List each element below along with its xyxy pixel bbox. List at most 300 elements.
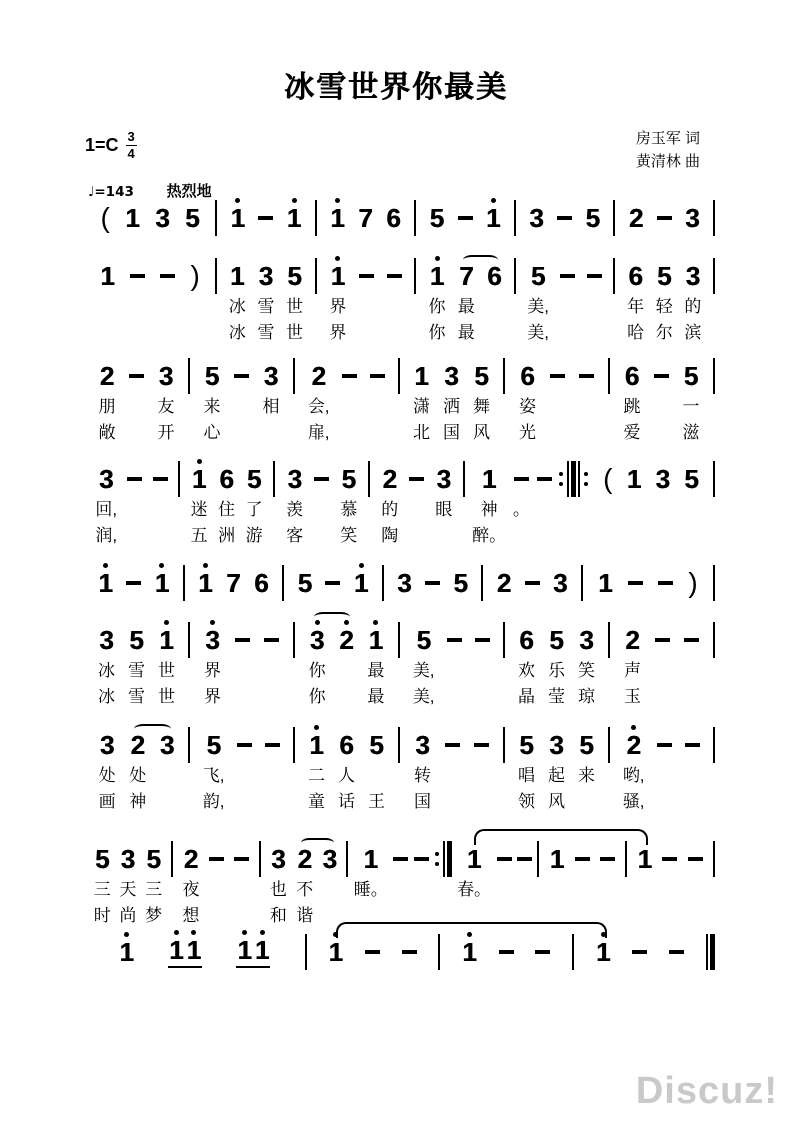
note-cell [209,841,224,877]
lyric-syllable [398,877,403,903]
note-cell [364,841,378,877]
note-column [685,200,699,236]
lyric-syllable [689,684,694,710]
parenthesis: ( [603,463,613,494]
lyric-syllable [269,684,274,710]
lyric-syllable [660,658,665,684]
note-columns [589,461,713,549]
barline [713,258,715,294]
note-cell [520,358,534,394]
dash-extension [160,274,175,278]
composer-credit: 黄清林 曲 [635,153,700,170]
note-column [264,622,279,710]
note-cell [369,727,383,763]
lyric-syllable [135,320,140,346]
note: 6 [624,361,640,391]
lyric-syllable: 哈 [627,323,645,342]
dash-extension [393,857,408,861]
note-column [600,841,615,929]
bar-thin-line [713,622,715,658]
lyric-syllable [555,394,560,420]
note-cell [537,461,552,497]
note-cell [629,200,643,236]
note-cell [358,200,372,236]
note-cell [525,565,540,601]
note-cell [342,358,357,394]
note-column [234,841,249,929]
note-column [286,461,303,549]
note-column [191,461,208,549]
measure [348,841,434,929]
note-columns [85,461,178,549]
lyric-syllable [327,877,332,903]
measure [516,200,614,236]
measure [505,727,608,815]
measure [284,565,382,601]
measure [400,622,503,710]
measure [217,200,315,236]
lyric-syllable: 睡。 [353,880,388,899]
note-column [413,622,435,710]
measure [574,934,706,970]
note-cell [654,358,669,394]
note-column [402,934,417,970]
note-column [209,841,224,929]
bar-thin-line [443,841,445,877]
note-column [586,200,600,236]
note-cell [625,358,639,394]
lyric-syllable: 谐 [296,906,314,925]
note: 6 [386,203,401,233]
note: 1 [481,464,497,494]
note-column [265,727,280,815]
lyric-syllable: 最 [367,687,385,706]
note-columns [505,358,608,446]
note-column [557,200,572,236]
note-column [596,934,610,970]
dash-extension [153,477,168,481]
dash-extension [234,374,249,378]
note-cell [219,461,233,497]
note: 1 [331,263,345,289]
lyric-syllable: 春。 [457,880,492,899]
note-cell [475,622,490,658]
lyric-syllable [269,420,274,446]
dash-extension [628,581,643,585]
note-cell [130,258,145,294]
note: 7 [226,568,241,598]
note-column [94,841,111,929]
lyric-syllable: 王 [368,792,385,811]
meter-denominator: 4 [127,146,135,162]
bar-thin-line [713,358,715,394]
dash-extension [632,950,647,954]
music-system [85,200,715,236]
measure [505,622,608,710]
note-column [190,258,199,346]
repeat-dots [434,852,440,866]
lyric-syllable [555,420,560,446]
note: 5 [341,464,356,494]
note-columns [85,565,183,601]
lyric-syllable: 话 [338,792,355,811]
note-cell [98,565,112,601]
lyric-syllable: 二 [308,766,325,785]
slur-arc [463,255,499,265]
lyric-syllable: 相 [262,397,280,416]
lyric-syllable [441,523,446,549]
lyric-syllable [270,789,275,815]
note-column [128,622,145,710]
lyric-syllable [605,523,610,549]
note-column [472,461,506,549]
barline [713,841,715,877]
lyric-syllable [662,763,667,789]
lyric-syllable [660,684,665,710]
note: 6 [628,261,643,291]
note: 1 [363,844,379,874]
lyric-syllable: 滨 [684,323,702,342]
note-cell [393,841,408,877]
note: 3 [553,568,568,598]
repeat-barline [558,461,589,497]
note-column [462,934,476,970]
note: 1 [119,939,133,965]
lyric-syllable: 美, [412,687,435,706]
measure [85,461,178,549]
meter-numerator: 3 [126,130,137,146]
note-cell [271,841,285,877]
note-cell [359,258,374,294]
note-column [684,461,698,549]
note-cell [119,934,133,970]
dash-extension [600,857,615,861]
note-column [340,461,357,549]
note-cell [579,358,594,394]
lyric-syllable [584,789,589,815]
note-cell [414,358,428,394]
note: 3 [99,730,115,760]
note: 3 [155,203,170,233]
lyric-syllable [165,320,170,346]
measure [516,258,614,346]
dash-extension [657,216,672,220]
lyric-syllable: 你 [428,297,446,316]
measure [190,727,293,815]
note: 2 [626,732,640,758]
note-cell [126,565,141,601]
measure [452,841,538,929]
note-column [655,622,670,710]
note: 5 [453,568,468,598]
note-columns [295,358,398,446]
barline [713,461,715,497]
note-column [435,461,452,549]
parenthesis: ) [688,567,698,598]
dash-extension [535,950,550,954]
lyric-syllable: 世 [286,297,304,316]
note-column [386,200,400,236]
note: 3 [579,625,594,655]
note-columns [307,934,439,970]
note-column [226,565,240,601]
tie-arc [336,922,607,938]
note-cell [627,461,641,497]
note-columns [416,258,514,346]
note-cell [153,461,168,497]
note: 1 [155,570,169,596]
octave-dot [174,930,179,935]
note: 3 [98,464,114,494]
note-column [458,258,475,346]
lyric-syllable [502,877,507,903]
lyric-syllable: 三 [145,880,163,899]
note: 5 [287,261,302,291]
note-cell [474,358,488,394]
lyric-syllable [542,497,547,523]
lyric-syllable [592,294,597,320]
note: 1 [466,844,482,874]
note-column [160,727,174,815]
lyric-syllable: 也 [269,880,287,899]
note-column [655,461,669,549]
note-cell [370,358,385,394]
lyric-syllable [419,877,424,903]
note: 5 [369,730,384,760]
lyric-syllable [555,877,560,903]
note-column [325,565,340,601]
lyric-syllable [690,763,695,789]
note-column [499,934,514,970]
note-cell [192,461,206,497]
note: 1 [169,937,183,963]
note-cell [685,200,699,236]
note-columns [261,841,347,929]
note-cell [529,200,543,236]
note: 3 [549,730,564,760]
note: 1 [309,732,323,758]
note: 1 [287,205,301,231]
lyric-syllable: 洒 [443,397,460,416]
note-cell [447,622,462,658]
note-column [329,258,346,346]
note: 5 [204,361,220,391]
note-cell [383,461,397,497]
note: 1 [98,570,112,596]
note: 1 [637,844,652,874]
note-cell [298,565,312,601]
note-column [231,200,245,236]
note: 1 [549,844,565,874]
dash-extension [557,216,572,220]
lyric-syllable: 你 [308,687,326,706]
note-column [270,841,287,929]
note-cell [230,258,244,294]
lyric-syllable: 起 [548,766,565,785]
lyric-syllable [452,658,457,684]
music-system [85,565,715,601]
note-column [237,727,252,815]
lyric-syllable [450,763,455,789]
measure [465,461,558,549]
lyric-syllable [522,877,527,903]
note-column [145,841,162,929]
note-column [158,358,175,446]
note: 3 [685,203,700,233]
note-column [158,622,175,710]
note-cell [430,258,444,294]
note-cell [99,622,113,658]
lyric-syllable [242,763,247,789]
lyric-syllable: 飞, [202,766,225,785]
lyric-syllable [662,789,667,815]
octave-dot [373,620,378,625]
note-cell [235,622,250,658]
octave-dot [292,198,297,203]
lyric-syllable [193,320,198,346]
barline [713,358,715,394]
lyric-syllable: 最 [457,297,475,316]
note: 6 [519,625,534,655]
note-column [414,841,429,929]
lyric-syllable [414,523,419,549]
note-cell [684,461,698,497]
octave-dot [164,620,169,625]
note-cell [129,358,144,394]
note: 5 [519,730,534,760]
dash-extension [126,581,141,585]
lyric-syllable [667,903,672,929]
lyric-syllable: 乐 [548,661,565,680]
note: 6 [339,730,354,760]
note-column [339,622,353,710]
lyric-syllable: 朋 [98,397,116,416]
note-column [98,622,115,710]
octave-dot [260,930,265,935]
note-column [257,258,274,346]
note: 6 [520,361,535,391]
note-column [453,565,467,601]
note: 3 [120,844,136,874]
lyric-syllable: 转 [414,766,431,785]
note-cell [658,565,673,601]
measure [190,358,293,446]
lyric-syllable [214,903,219,929]
note-cell [234,841,249,877]
note-cell [655,622,670,658]
note-column [254,565,268,601]
tie-arc [474,829,648,845]
measure [317,258,415,346]
note-cell [684,622,699,658]
note-column [342,358,357,446]
note-column [553,565,567,601]
dash-extension [237,743,252,747]
octave-dot [191,930,196,935]
note-columns [217,258,315,346]
note-columns [516,258,614,346]
note-cell [497,565,511,601]
note-column [624,358,641,446]
note: 1 [125,203,140,233]
note: 1 [414,361,429,391]
lyric-syllable: 五 [190,526,208,545]
lyric-syllable [133,523,138,549]
note-columns [452,841,538,929]
note-cell [430,200,444,236]
lyric-syllable [480,684,485,710]
note: 5 [246,464,262,494]
note-column [548,622,565,710]
dash-extension [325,581,340,585]
note-column [126,565,141,601]
note-column [359,258,374,346]
lyric-syllable [479,763,484,789]
measure [610,727,713,815]
note-column [657,727,672,815]
note: 5 [129,625,144,655]
note: 3 [159,730,175,760]
note-columns [180,461,273,549]
lyric-syllable [689,497,694,523]
lyric-syllable: 敞 [98,423,116,442]
note-column [579,358,594,446]
lyric-syllable: 滋 [682,423,700,442]
note-column [475,622,490,710]
note: 2 [311,361,326,391]
lyric-syllable: 世 [158,661,175,680]
note: 1 [159,627,173,653]
note-cell [686,258,700,294]
note-column [160,258,175,346]
note-column [129,358,144,446]
slur-arc [314,612,351,622]
lyric-syllable: 迷 [190,500,208,519]
note-column [367,622,384,710]
lyric-syllable: 美, [527,297,550,316]
note-cell [458,200,473,236]
note-cell [125,200,139,236]
lyric-syllable: 舞 [473,397,490,416]
note: 5 [185,203,200,233]
dash-extension [517,857,532,861]
note-cell [486,200,500,236]
measure [295,727,398,815]
measure [85,727,188,815]
note-cell [328,934,342,970]
note-columns [275,461,368,549]
measure [307,934,439,970]
dash-extension [514,477,529,481]
dash-extension [447,638,462,642]
note-column [575,841,590,929]
lyricist-credit: 房玉军 词 [635,130,700,147]
bar-thin-line [713,258,715,294]
lyric-syllable: 冰 [98,687,115,706]
lyric-syllable [158,523,163,549]
note-cell [287,461,301,497]
note-cell [657,727,672,763]
note-column [627,258,644,346]
lyric-syllable: 洲 [218,526,236,545]
note-cell [549,622,563,658]
note: 1 [369,627,383,653]
dash-extension [314,477,329,481]
note-column [560,258,575,346]
note-column [629,200,643,236]
note: 5 [579,730,594,760]
note-columns [400,358,503,446]
